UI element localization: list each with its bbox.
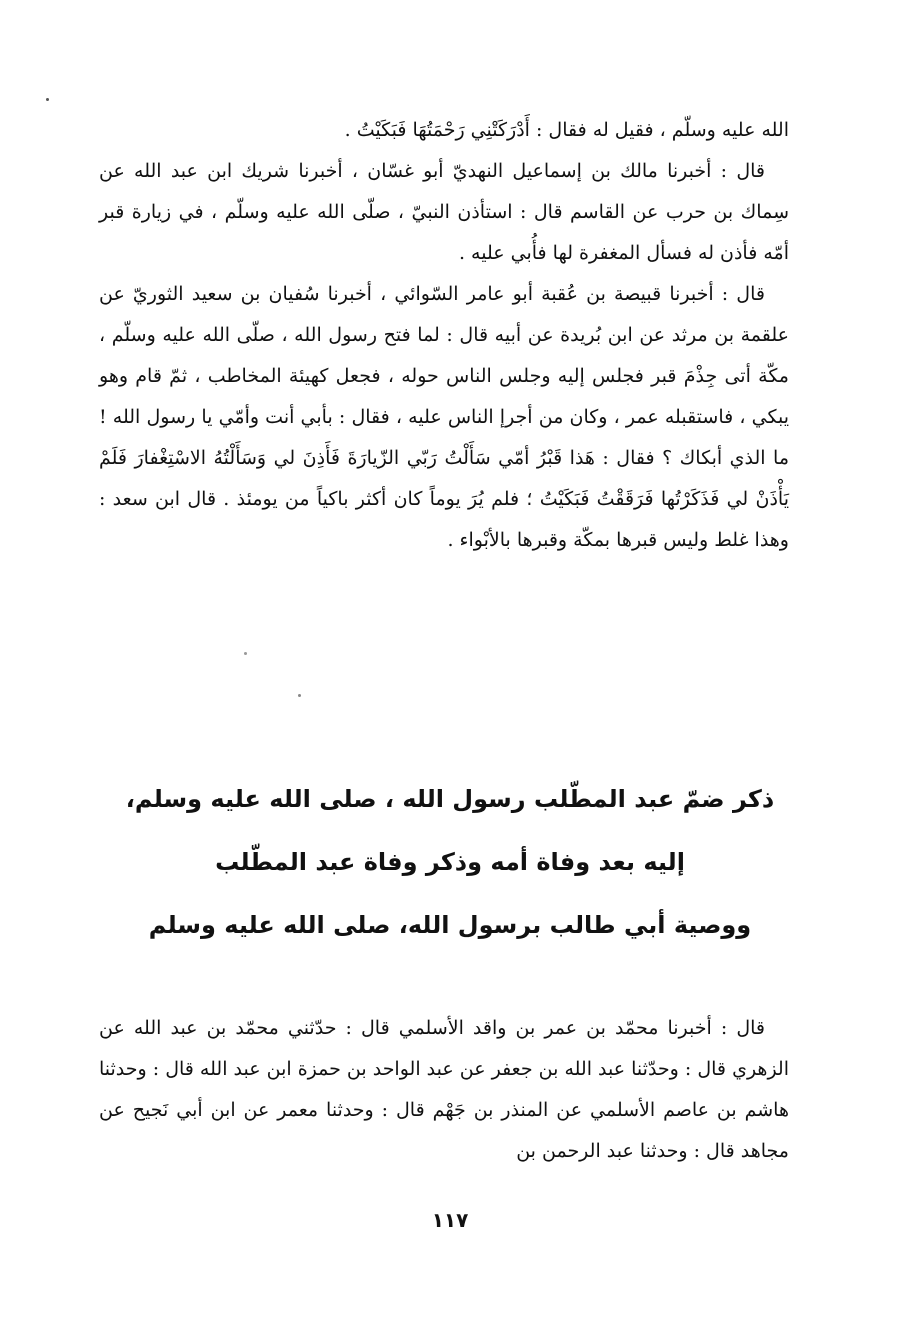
scan-speck bbox=[244, 652, 247, 655]
paragraph-qabisa-hadith: قال : أخبرنا قبيصة بن عُقبة أبو عامر السّوائي ، أخبرنا سُفيان بن سعيد الثوريّ عن علقمة بن مرثد عن ابن بُريدة عن أبيه قال : لما فتح رسول الله ، صلّى الله عليه وسلّم ، مكّة أتى جِذْمَ قبر فجلس إليه وجلس الناس حوله ، فجعل كهيئة المخاطب ، ثمّ قام وهو يبكي ، فاستقبله عمر ، وكان من أجرإ الناس عليه ، فقال : بأبي أنت وأمّي يا رسول الله ! ما الذي أبكاك ؟ فقال : هَذا قَبْرُ أمّي سَأَلْتُ رَبّي الزّيارَةَ فَأَذِنَ لي وَسَأَلْتُهُ الاسْتِغْفارَ فَلَمْ يَأْذَنْ لي فَذَكَرْتُها فَرَقَقْتُ فَبَكَيْتُ ؛ فلم يُرَ يوماً كان أكثر باكياً من يومئذ . قال ابن سعد : وهذا غلط وليس قبرها بمكّة وقبرها بالأبْواء . bbox=[99, 283, 789, 551]
paragraph-malik-hadith: قال : أخبرنا مالك بن إسماعيل النهديّ أبو غسّان ، أخبرنا شريك ابن عبد الله عن سِماك بن حرب عن القاسم قال : استأذن النبيّ ، صلّى الله عليه وسلّم ، في زيارة قبر أمّه فأذن له فسأل المغفرة لها فأُبي عليه . bbox=[99, 160, 789, 264]
paragraph-continuation: الله عليه وسلّم ، فقيل له فقال : أَدْرَكَتْنِي رَحْمَتُهَا فَبَكَيْتُ . bbox=[344, 119, 789, 141]
top-text-block bbox=[99, 110, 789, 561]
heading-line-1: ذكر ضمّ عبد المطّلب رسول الله ، صلى الله عليه وسلم، bbox=[125, 785, 775, 813]
scan-speck bbox=[46, 98, 49, 101]
heading-line-2: إليه بعد وفاة أمه وذكر وفاة عبد المطّلب bbox=[215, 848, 685, 876]
page-number: ١١٧ bbox=[431, 1208, 469, 1232]
scan-speck bbox=[298, 694, 301, 697]
paragraph-isnad: قال : أخبرنا محمّد بن عمر بن واقد الأسلمي قال : حدّثني محمّد بن عبد الله عن الزهري قال : وحدّثنا عبد الله بن جعفر عن عبد الواحد بن حمزة ابن عبد الله قال : وحدثنا هاشم بن عاصم الأسلمي عن المنذر بن جَهْم قال : وحدثنا معمر عن ابن أبي نَجيح عن مجاهد قال : وحدثنا عبد الرحمن بن bbox=[99, 1017, 789, 1162]
section-heading bbox=[120, 768, 780, 957]
heading-line-3: ووصية أبي طالب برسول الله، صلى الله عليه وسلم bbox=[148, 911, 752, 939]
bottom-text-block bbox=[99, 1008, 789, 1172]
